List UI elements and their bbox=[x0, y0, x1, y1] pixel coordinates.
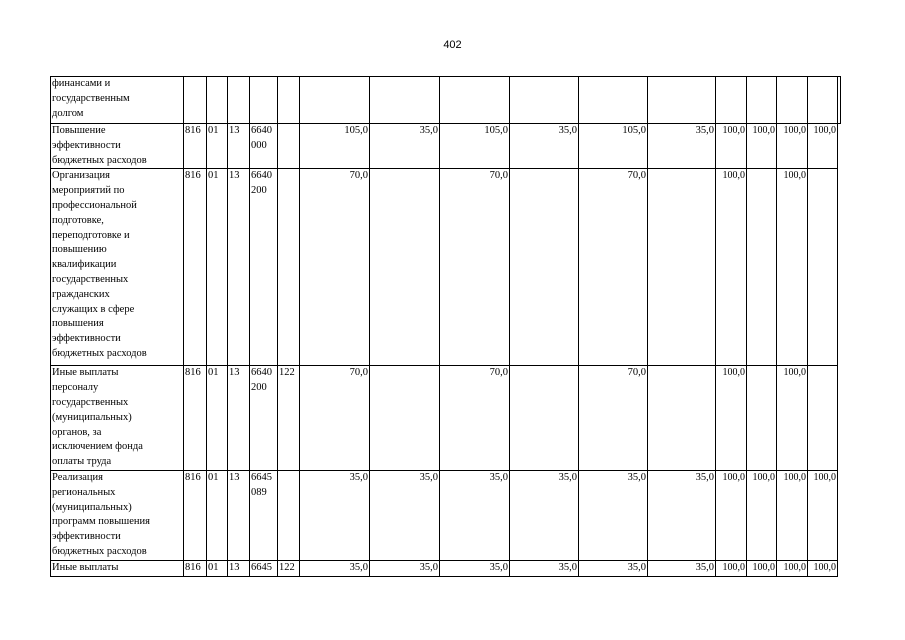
amount-2-value: 35,0 bbox=[419, 471, 438, 483]
percent-4-value: 100,0 bbox=[813, 561, 836, 573]
amount-2-cell bbox=[370, 169, 440, 366]
amount-4-value: 35,0 bbox=[558, 125, 577, 136]
percent-1-value: 100,0 bbox=[722, 367, 745, 379]
undefined-cell bbox=[838, 77, 841, 124]
section-value: 01 bbox=[208, 367, 219, 379]
gov-code-value: 816 bbox=[185, 561, 201, 573]
amount-5-cell bbox=[579, 560, 648, 576]
subsection-cell bbox=[228, 470, 250, 560]
subsection-cell bbox=[228, 77, 250, 124]
section-cell bbox=[207, 77, 228, 124]
percent-4-cell bbox=[808, 169, 838, 366]
percent-1-cell bbox=[716, 366, 747, 471]
amount-3-cell bbox=[440, 366, 510, 471]
row-name-cell bbox=[51, 77, 184, 124]
amount-3-cell bbox=[440, 169, 510, 366]
row-name: Иные выплаты bbox=[52, 561, 119, 573]
section-value: 01 bbox=[208, 471, 219, 483]
amount-3-cell bbox=[440, 124, 510, 169]
row-name-cell bbox=[51, 560, 184, 576]
subsection-cell bbox=[228, 366, 250, 471]
expense-type-cell bbox=[278, 366, 300, 471]
percent-1-value: 100,0 bbox=[722, 125, 745, 136]
table-row bbox=[51, 470, 841, 560]
amount-6-cell bbox=[648, 169, 716, 366]
target-article-cell bbox=[250, 366, 278, 471]
percent-3-value: 100,0 bbox=[783, 471, 806, 483]
gov-code-cell bbox=[184, 560, 207, 576]
gov-code-value: 816 bbox=[185, 471, 201, 483]
percent-3-value: 100,0 bbox=[783, 125, 806, 136]
percent-1-cell bbox=[716, 169, 747, 366]
subsection-value: 13 bbox=[229, 367, 240, 379]
target-article-cell bbox=[250, 77, 278, 124]
amount-2-cell bbox=[370, 366, 440, 471]
row-name: Реализация региональных (муниципальных) программ повышения эффективности бюджетных расходов bbox=[52, 471, 150, 557]
expense-type-cell bbox=[278, 124, 300, 169]
amount-4-value: 35,0 bbox=[558, 471, 577, 483]
percent-2-cell bbox=[747, 124, 777, 169]
amount-3-value: 70,0 bbox=[489, 170, 508, 182]
table-row bbox=[51, 169, 841, 366]
amount-3-cell bbox=[440, 560, 510, 576]
gov-code-cell bbox=[184, 77, 207, 124]
amount-1-value: 70,0 bbox=[349, 367, 368, 379]
table-row bbox=[51, 560, 841, 576]
gov-code-value: 816 bbox=[185, 367, 201, 379]
percent-3-value: 100,0 bbox=[783, 561, 806, 573]
target-article-value: 6645 bbox=[251, 561, 272, 573]
section-value: 01 bbox=[208, 170, 219, 182]
amount-5-value: 105,0 bbox=[622, 125, 646, 136]
row-name-cell bbox=[51, 169, 184, 366]
section-cell bbox=[207, 470, 228, 560]
percent-3-cell bbox=[777, 77, 808, 124]
table-row bbox=[51, 77, 841, 124]
percent-4-value: 100,0 bbox=[813, 471, 836, 483]
amount-6-value: 35,0 bbox=[695, 125, 714, 136]
amount-2-cell bbox=[370, 560, 440, 576]
row-name-cell bbox=[51, 470, 184, 560]
amount-1-cell bbox=[300, 124, 370, 169]
row-name-cell bbox=[51, 124, 184, 169]
percent-3-cell bbox=[777, 124, 808, 169]
percent-1-cell bbox=[716, 124, 747, 169]
amount-1-value: 105,0 bbox=[344, 125, 368, 136]
subsection-value: 13 bbox=[229, 471, 240, 483]
gov-code-value: 816 bbox=[185, 170, 201, 182]
percent-2-cell bbox=[747, 366, 777, 471]
expense-type-cell bbox=[278, 470, 300, 560]
gov-code-value: 816 bbox=[185, 125, 201, 136]
amount-6-cell bbox=[648, 470, 716, 560]
section-cell bbox=[207, 366, 228, 471]
amount-2-cell bbox=[370, 77, 440, 124]
percent-1-value: 100,0 bbox=[722, 561, 745, 573]
amount-5-cell bbox=[579, 124, 648, 169]
gov-code-cell bbox=[184, 366, 207, 471]
percent-1-cell bbox=[716, 560, 747, 576]
gov-code-cell bbox=[184, 470, 207, 560]
percent-4-cell bbox=[808, 77, 838, 124]
amount-2-value: 35,0 bbox=[419, 125, 438, 136]
amount-5-cell bbox=[579, 366, 648, 471]
percent-3-cell bbox=[777, 366, 808, 471]
target-article-value: 6640 000 bbox=[251, 125, 272, 151]
amount-6-cell bbox=[648, 77, 716, 124]
percent-2-value: 100,0 bbox=[752, 561, 775, 573]
percent-2-cell bbox=[747, 470, 777, 560]
subsection-value: 13 bbox=[229, 561, 240, 573]
section-cell bbox=[207, 124, 228, 169]
target-article-cell bbox=[250, 470, 278, 560]
percent-4-cell bbox=[808, 366, 838, 471]
row-name: финансами и государственным долгом bbox=[52, 78, 130, 119]
percent-4-cell bbox=[808, 470, 838, 560]
percent-4-cell bbox=[808, 124, 838, 169]
percent-3-value: 100,0 bbox=[783, 367, 806, 379]
target-article-value: 6640 200 bbox=[251, 367, 272, 394]
table-row bbox=[51, 366, 841, 471]
percent-1-value: 100,0 bbox=[722, 170, 745, 182]
amount-2-cell bbox=[370, 470, 440, 560]
percent-4-value: 100,0 bbox=[813, 125, 836, 136]
percent-3-cell bbox=[777, 470, 808, 560]
amount-5-cell bbox=[579, 77, 648, 124]
amount-3-value: 70,0 bbox=[489, 367, 508, 379]
amount-3-cell bbox=[440, 77, 510, 124]
amount-4-cell bbox=[510, 366, 579, 471]
section-value: 01 bbox=[208, 125, 219, 136]
amount-6-cell bbox=[648, 124, 716, 169]
expense-type-cell bbox=[278, 77, 300, 124]
amount-4-cell bbox=[510, 124, 579, 169]
amount-5-value: 35,0 bbox=[627, 561, 646, 573]
subsection-cell bbox=[228, 169, 250, 366]
expense-type-value: 122 bbox=[279, 561, 295, 573]
section-cell bbox=[207, 560, 228, 576]
percent-4-cell bbox=[808, 560, 838, 576]
amount-6-cell bbox=[648, 560, 716, 576]
subsection-cell bbox=[228, 124, 250, 169]
amount-4-cell bbox=[510, 560, 579, 576]
section-cell bbox=[207, 169, 228, 366]
percent-2-cell bbox=[747, 77, 777, 124]
percent-1-cell bbox=[716, 77, 747, 124]
amount-5-cell bbox=[579, 169, 648, 366]
amount-5-value: 70,0 bbox=[627, 367, 646, 379]
row-name: Иные выплаты персоналу государственных (муниципальных) органов, за исключением фонда оплаты труда bbox=[52, 367, 143, 468]
amount-3-value: 35,0 bbox=[489, 471, 508, 483]
gov-code-cell bbox=[184, 169, 207, 366]
table-row bbox=[51, 124, 841, 169]
target-article-cell bbox=[250, 124, 278, 169]
amount-6-cell bbox=[648, 366, 716, 471]
amount-3-value: 105,0 bbox=[484, 125, 508, 136]
subsection-value: 13 bbox=[229, 125, 240, 136]
row-name-cell bbox=[51, 366, 184, 471]
amount-1-value: 35,0 bbox=[349, 471, 368, 483]
amount-4-cell bbox=[510, 470, 579, 560]
percent-3-cell bbox=[777, 560, 808, 576]
amount-4-cell bbox=[510, 169, 579, 366]
target-article-value: 6640 200 bbox=[251, 170, 272, 197]
budget-table bbox=[50, 76, 841, 577]
amount-1-cell bbox=[300, 470, 370, 560]
subsection-value: 13 bbox=[229, 170, 240, 182]
amount-1-cell bbox=[300, 560, 370, 576]
target-article-value: 6645 089 bbox=[251, 471, 272, 498]
gov-code-cell bbox=[184, 124, 207, 169]
section-value: 01 bbox=[208, 561, 219, 573]
amount-1-cell bbox=[300, 366, 370, 471]
target-article-cell bbox=[250, 560, 278, 576]
amount-5-value: 35,0 bbox=[627, 471, 646, 483]
subsection-cell bbox=[228, 560, 250, 576]
amount-3-cell bbox=[440, 470, 510, 560]
percent-1-value: 100,0 bbox=[722, 471, 745, 483]
amount-6-value: 35,0 bbox=[695, 561, 714, 573]
page-number: 402 bbox=[443, 39, 462, 51]
amount-1-cell bbox=[300, 77, 370, 124]
percent-3-value: 100,0 bbox=[783, 170, 806, 182]
amount-4-cell bbox=[510, 77, 579, 124]
percent-2-cell bbox=[747, 560, 777, 576]
expense-type-cell bbox=[278, 560, 300, 576]
expense-type-cell bbox=[278, 169, 300, 366]
percent-3-cell bbox=[777, 169, 808, 366]
row-name: Организация мероприятий по профессиональной подготовке, переподготовке и повышению квалификации государственных гражданских служащих в сфере повышения эффективности бюджетных расходов bbox=[52, 170, 147, 359]
expense-type-value: 122 bbox=[279, 367, 295, 379]
amount-5-cell bbox=[579, 470, 648, 560]
amount-4-value: 35,0 bbox=[558, 561, 577, 573]
percent-1-cell bbox=[716, 470, 747, 560]
row-name: Повышение эффективности бюджетных расходов bbox=[52, 125, 147, 166]
percent-2-cell bbox=[747, 169, 777, 366]
percent-2-value: 100,0 bbox=[752, 125, 775, 136]
amount-1-cell bbox=[300, 169, 370, 366]
amount-3-value: 35,0 bbox=[489, 561, 508, 573]
amount-1-value: 70,0 bbox=[349, 170, 368, 182]
percent-2-value: 100,0 bbox=[752, 471, 775, 483]
amount-2-value: 35,0 bbox=[419, 561, 438, 573]
amount-5-value: 70,0 bbox=[627, 170, 646, 182]
amount-1-value: 35,0 bbox=[349, 561, 368, 573]
target-article-cell bbox=[250, 169, 278, 366]
amount-2-cell bbox=[370, 124, 440, 169]
amount-6-value: 35,0 bbox=[695, 471, 714, 483]
